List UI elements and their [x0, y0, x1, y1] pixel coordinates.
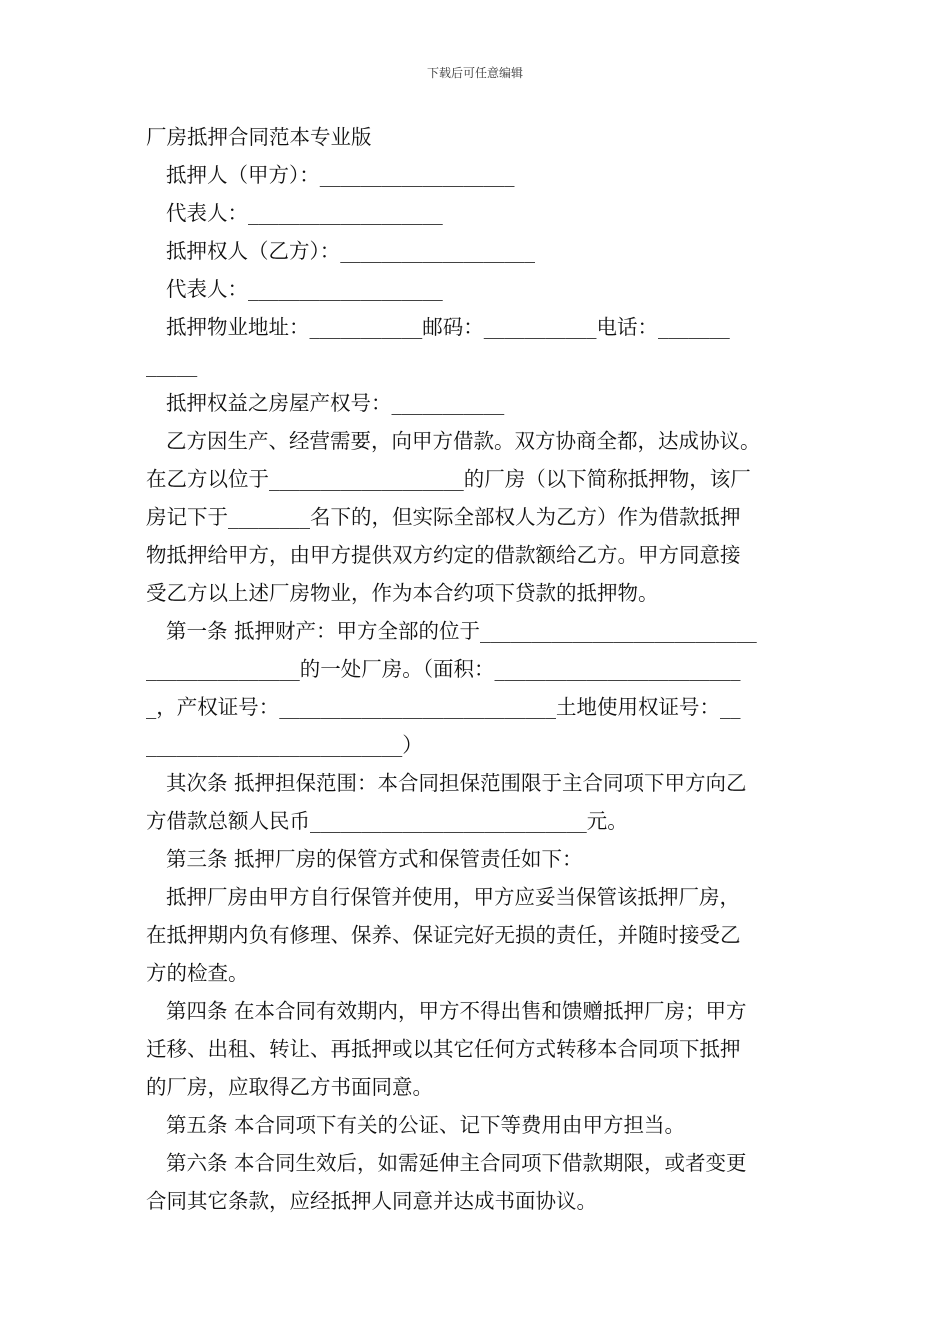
paragraph-line: 在乙方以位于___________________的厂房（以下简称抵押物，该厂	[146, 467, 751, 491]
paragraph-line: 抵押人（甲方）：___________________	[166, 163, 515, 187]
paragraph-line: 物抵押给甲方，由甲方提供双方约定的借款额给乙方。甲方同意接	[146, 543, 741, 567]
paragraph-line: 方借款总额人民币___________________________元。	[146, 809, 628, 833]
paragraph-line: _____	[146, 353, 198, 377]
paragraph-line: 抵押权益之房屋产权号：___________	[166, 391, 505, 415]
paragraph-line: 合同其它条款，应经抵押人同意并达成书面协议。	[146, 1189, 597, 1213]
paragraph-line: _______________的一处厂房。（面积：________________________	[146, 657, 741, 681]
paragraph-line: 迁移、出租、转让、再抵押或以其它任何方式转移本合同项下抵押	[146, 1037, 741, 1061]
paragraph-line: 乙方因生产、经营需要，向甲方借款。双方协商全都，达成协议。	[166, 429, 761, 453]
header-note: 下载后可任意编辑	[426, 66, 523, 80]
paragraph-line: 受乙方以上述厂房物业，作为本合约项下贷款的抵押物。	[146, 581, 659, 605]
paragraph-line: 在抵押期内负有修理、保养、保证完好无损的责任，并随时接受乙	[146, 923, 741, 947]
document-title: 厂房抵押合同范本专业版	[146, 125, 372, 149]
paragraph-line: 的厂房，应取得乙方书面同意。	[146, 1075, 433, 1099]
paragraph-line: _，产权证号：___________________________土地使用权证号：__	[146, 695, 741, 719]
paragraph-line: 第四条 在本合同有效期内，甲方不得出售和馈赠抵押厂房；甲方	[166, 999, 747, 1023]
paragraph-line: 其次条 抵押担保范围：本合同担保范围限于主合同项下甲方向乙	[166, 771, 747, 795]
paragraph-line: 方的检查。	[146, 961, 249, 985]
paragraph-line: 代表人：___________________	[166, 277, 443, 301]
paragraph-line: 第六条 本合同生效后，如需延伸主合同项下借款期限，或者变更	[166, 1151, 747, 1175]
paragraph-line: 第三条 抵押厂房的保管方式和保管责任如下：	[166, 847, 583, 871]
paragraph-line: 抵押权人（乙方）：___________________	[166, 239, 535, 263]
paragraph-line: _________________________）	[146, 733, 423, 757]
paragraph-line: 代表人：___________________	[166, 201, 443, 225]
paragraph-line: 第一条 抵押财产：甲方全部的位于___________________________	[166, 619, 757, 643]
paragraph-line: 第五条 本合同项下有关的公证、记下等费用由甲方担当。	[166, 1113, 686, 1137]
paragraph-line: 抵押物业地址：___________邮码：___________电话：_______	[166, 315, 730, 339]
paragraph-line: 房记下于________名下的，但实际全部权人为乙方）作为借款抵押	[146, 505, 741, 529]
paragraph-line: 抵押厂房由甲方自行保管并使用，甲方应妥当保管该抵押厂房，	[166, 885, 740, 909]
document-body	[146, 118, 806, 1220]
